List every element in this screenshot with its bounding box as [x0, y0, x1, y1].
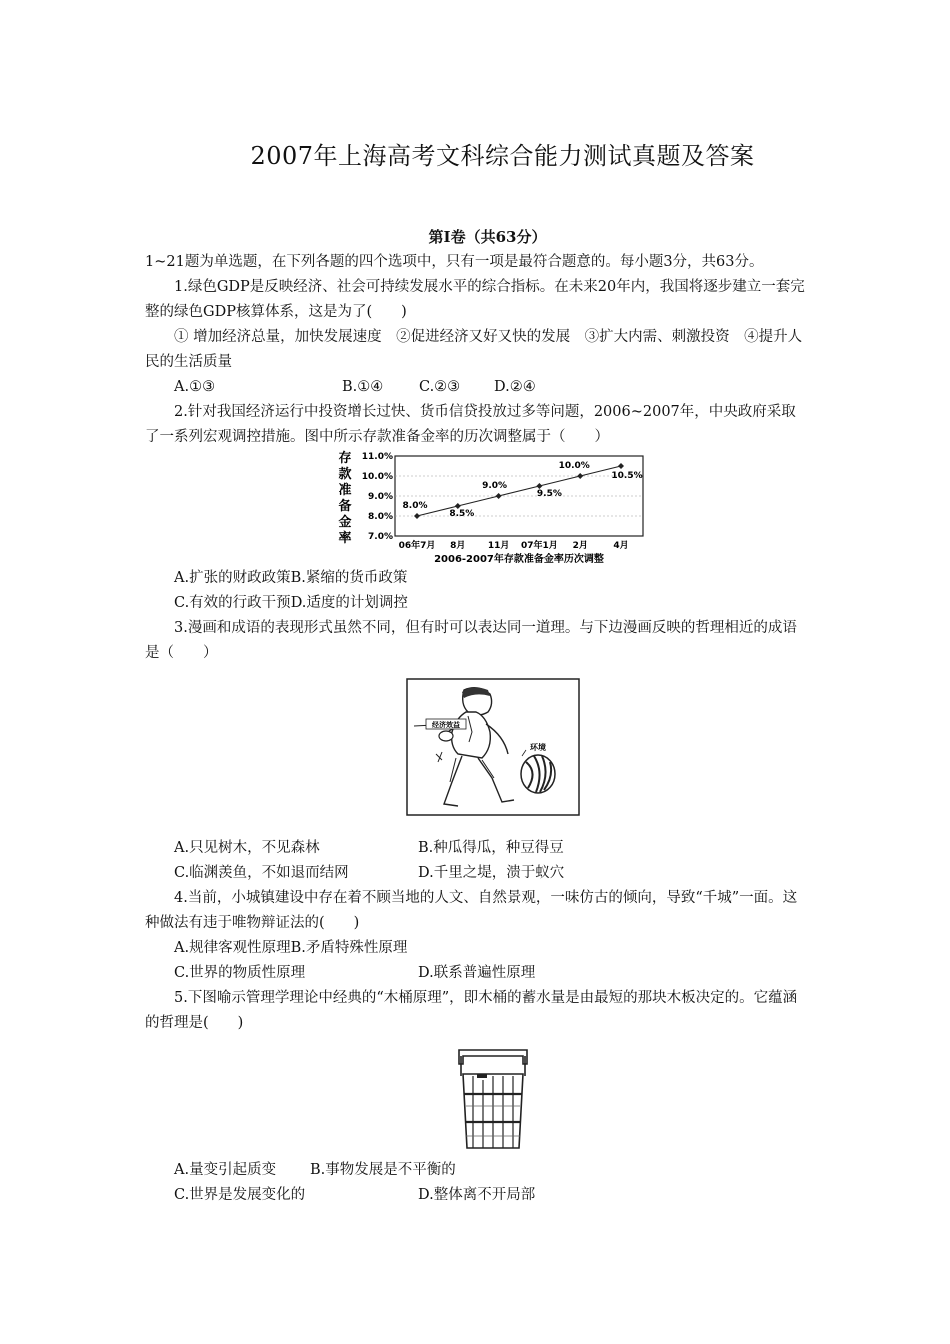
option-c: C.世界的物质性原理 — [174, 965, 306, 981]
option-a: A.扩张的财政政策 — [174, 570, 291, 586]
x-tick-label: 11月 — [487, 541, 510, 551]
option-d: D.适度的计划调控 — [290, 595, 408, 611]
question-1-options — [145, 375, 807, 400]
cartoon-label-right: 环境 — [530, 743, 546, 752]
option-b: B.①④ — [342, 379, 384, 395]
question-5-options-row-1 — [145, 1158, 807, 1183]
cartoon-image — [406, 678, 580, 816]
y-axis-label-char: 率 — [338, 531, 352, 546]
question-3-options-row-2 — [145, 861, 807, 886]
option-d: D.整体离不开局部 — [418, 1187, 536, 1203]
reserve-ratio-chart-figure — [145, 450, 807, 566]
x-tick-label: 07年1月 — [521, 541, 558, 551]
x-tick-label: 06年7月 — [398, 541, 436, 551]
question-1-items: ① 增加经济总量，加快发展速度 ②促进经济又好又快的发展 ③扩大内需、刺激投资 ④提升人民的生活质量 — [145, 329, 803, 370]
data-label: 10.5% — [611, 471, 643, 481]
option-c: C.有效的行政干预 — [174, 595, 291, 611]
option-c: C.临渊羡鱼，不如退而结网 — [174, 865, 349, 881]
cartoon-label-left: 经济效益 — [432, 721, 460, 729]
reserve-ratio-chart — [335, 450, 695, 566]
y-axis-label-char: 备 — [338, 499, 352, 514]
data-label: 9.0% — [482, 481, 508, 491]
question-3-stem: 3.漫画和成语的表现形式虽然不同，但有时可以表达同一道理。与下边漫画反映的哲理相近的成语是（ ） — [145, 620, 797, 661]
option-b: B.矛盾特殊性原理 — [290, 940, 408, 956]
question-5-stem: 5.下图喻示管理学理论中经典的“木桶原理”，即木桶的蓄水量是由最短的那块木板决定的。它蕴涵的哲理是( ) — [145, 990, 798, 1031]
exam-content — [145, 250, 807, 1208]
option-d: D.②④ — [494, 379, 536, 395]
page-title: 2007年上海高考文科综合能力测试真题及答案 — [250, 142, 755, 170]
option-a: A.量变引起质变 — [174, 1162, 277, 1178]
x-tick-label: 4月 — [613, 541, 629, 551]
y-axis-label-char: 款 — [338, 467, 352, 482]
x-tick-label: 2月 — [572, 541, 588, 551]
option-b: B.事物发展是不平衡的 — [310, 1162, 456, 1178]
section-title: 第Ⅰ卷（共63分） — [428, 228, 547, 246]
option-b: B.种瓜得瓜，种豆得豆 — [418, 840, 564, 856]
chart-title: 2006-2007年存款准备金率历次调整 — [434, 554, 604, 565]
question-4-options-row-1 — [145, 936, 807, 961]
option-b: B.紧缩的货币政策 — [290, 570, 408, 586]
option-a: A.只见树木，不见森林 — [174, 840, 320, 856]
y-tick-label: 11.0% — [361, 452, 393, 462]
y-axis-label-char: 存 — [338, 451, 352, 466]
question-2-options-row-1 — [145, 566, 807, 591]
y-axis-label-char: 金 — [338, 515, 352, 530]
wooden-bucket-image — [455, 1044, 531, 1152]
instructions: 1~21题为单选题，在下列各题的四个选项中，只有一项是最符合题意的。每小题3分，共63分。 — [145, 254, 764, 270]
data-label: 10.0% — [558, 461, 590, 471]
option-c: C.②③ — [419, 379, 461, 395]
x-tick-label: 8月 — [450, 541, 466, 551]
question-4-stem: 4.当前，小城镇建设中存在着不顾当地的人文、自然景观，一味仿古的倾向，导致“千城”一面。这种做法有违于唯物辩证法的( ) — [145, 890, 798, 931]
question-1-stem: 1.绿色GDP是反映经济、社会可持续发展水平的综合指标。在未来20年内，我国将逐步建立一套完整的绿色GDP核算体系，这是为了( ) — [145, 279, 805, 320]
question-2-options-row-2 — [145, 591, 807, 616]
option-d: D.千里之堤，溃于蚁穴 — [418, 865, 565, 881]
question-4-options-row-2 — [145, 961, 807, 986]
option-d: D.联系普遍性原理 — [418, 965, 536, 981]
data-label: 9.5% — [536, 489, 562, 499]
y-tick-label: 9.0% — [368, 492, 393, 502]
option-c: C.世界是发展变化的 — [174, 1187, 306, 1203]
y-tick-label: 7.0% — [368, 532, 393, 542]
data-label: 8.5% — [449, 509, 475, 519]
data-label: 8.0% — [402, 501, 428, 511]
question-2-stem: 2.针对我国经济运行中投资增长过快、货币信贷投放过多等问题，2006~2007年，中央政府采取了一系列宏观调控措施。图中所示存款准备金率的历次调整属于（ ） — [145, 404, 796, 445]
y-tick-label: 8.0% — [368, 512, 393, 522]
cartoon-figure — [145, 666, 807, 836]
question-5-options-row-2 — [145, 1183, 807, 1208]
option-a: A.①③ — [174, 379, 216, 395]
bucket-figure — [145, 1036, 807, 1158]
question-3-options-row-1 — [145, 836, 807, 861]
y-axis-label-char: 准 — [338, 483, 352, 498]
y-tick-label: 10.0% — [361, 472, 393, 482]
option-a: A.规律客观性原理 — [174, 940, 291, 956]
